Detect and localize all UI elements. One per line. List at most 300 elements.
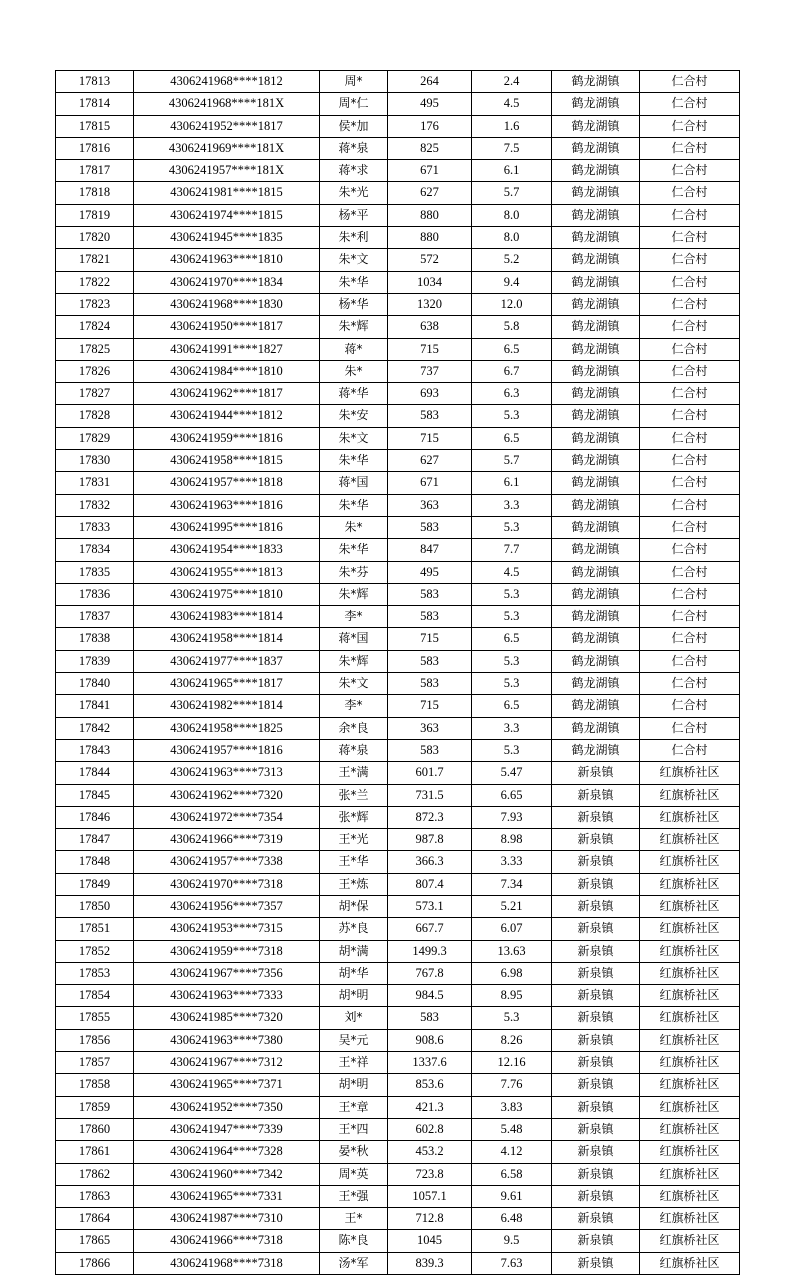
- cell-seq: 17832: [56, 494, 134, 516]
- cell-id-number: 4306241965****7331: [134, 1185, 320, 1207]
- cell-amount: 712.8: [388, 1208, 472, 1230]
- cell-rate: 6.3: [472, 383, 552, 405]
- cell-seq: 17834: [56, 539, 134, 561]
- table-row: [56, 628, 740, 650]
- cell-town: 鹤龙湖镇: [552, 516, 640, 538]
- cell-rate: 5.3: [472, 1007, 552, 1029]
- cell-village: 红旗桥社区: [640, 1163, 740, 1185]
- table-row: [56, 383, 740, 405]
- cell-amount: 573.1: [388, 895, 472, 917]
- cell-village: 仁合村: [640, 739, 740, 761]
- cell-id-number: 4306241955****1813: [134, 561, 320, 583]
- cell-town: 鹤龙湖镇: [552, 650, 640, 672]
- cell-seq: 17822: [56, 271, 134, 293]
- cell-seq: 17829: [56, 427, 134, 449]
- cell-id-number: 4306241974****1815: [134, 204, 320, 226]
- cell-amount: 366.3: [388, 851, 472, 873]
- cell-rate: 8.95: [472, 985, 552, 1007]
- cell-rate: 9.4: [472, 271, 552, 293]
- cell-name: 蒋*泉: [320, 137, 388, 159]
- cell-name: 胡*华: [320, 962, 388, 984]
- cell-amount: 583: [388, 606, 472, 628]
- cell-rate: 6.58: [472, 1163, 552, 1185]
- table-row: [56, 851, 740, 873]
- cell-seq: 17846: [56, 806, 134, 828]
- cell-id-number: 4306241958****1814: [134, 628, 320, 650]
- cell-rate: 5.21: [472, 895, 552, 917]
- cell-name: 蒋*国: [320, 628, 388, 650]
- cell-rate: 5.7: [472, 450, 552, 472]
- cell-id-number: 4306241964****7328: [134, 1141, 320, 1163]
- cell-town: 鹤龙湖镇: [552, 494, 640, 516]
- cell-seq: 17845: [56, 784, 134, 806]
- cell-village: 红旗桥社区: [640, 962, 740, 984]
- cell-name: 朱*文: [320, 673, 388, 695]
- cell-seq: 17853: [56, 962, 134, 984]
- cell-amount: 737: [388, 360, 472, 382]
- cell-seq: 17862: [56, 1163, 134, 1185]
- cell-village: 仁合村: [640, 494, 740, 516]
- cell-town: 新泉镇: [552, 1096, 640, 1118]
- table-row: [56, 450, 740, 472]
- cell-name: 朱*安: [320, 405, 388, 427]
- cell-village: 红旗桥社区: [640, 1230, 740, 1252]
- cell-town: 新泉镇: [552, 851, 640, 873]
- cell-amount: 839.3: [388, 1252, 472, 1274]
- table-row: [56, 338, 740, 360]
- cell-town: 鹤龙湖镇: [552, 115, 640, 137]
- cell-town: 鹤龙湖镇: [552, 316, 640, 338]
- cell-town: 鹤龙湖镇: [552, 204, 640, 226]
- cell-amount: 731.5: [388, 784, 472, 806]
- cell-amount: 715: [388, 628, 472, 650]
- cell-seq: 17838: [56, 628, 134, 650]
- cell-name: 王*满: [320, 762, 388, 784]
- cell-rate: 6.1: [472, 160, 552, 182]
- cell-name: 朱*辉: [320, 316, 388, 338]
- cell-village: 红旗桥社区: [640, 806, 740, 828]
- cell-town: 鹤龙湖镇: [552, 673, 640, 695]
- cell-name: 杨*华: [320, 293, 388, 315]
- table-row: [56, 1007, 740, 1029]
- cell-name: 蒋*泉: [320, 739, 388, 761]
- cell-amount: 1045: [388, 1230, 472, 1252]
- table-row: [56, 1185, 740, 1207]
- cell-name: 朱*利: [320, 227, 388, 249]
- cell-seq: 17840: [56, 673, 134, 695]
- cell-village: 仁合村: [640, 360, 740, 382]
- cell-name: 蒋*: [320, 338, 388, 360]
- cell-name: 王*光: [320, 829, 388, 851]
- cell-village: 仁合村: [640, 338, 740, 360]
- cell-rate: 5.3: [472, 739, 552, 761]
- cell-amount: 453.2: [388, 1141, 472, 1163]
- cell-seq: 17855: [56, 1007, 134, 1029]
- cell-town: 鹤龙湖镇: [552, 695, 640, 717]
- cell-seq: 17851: [56, 918, 134, 940]
- cell-id-number: 4306241945****1835: [134, 227, 320, 249]
- cell-name: 王*炼: [320, 873, 388, 895]
- cell-amount: 583: [388, 673, 472, 695]
- cell-seq: 17847: [56, 829, 134, 851]
- cell-town: 新泉镇: [552, 1118, 640, 1140]
- cell-rate: 5.3: [472, 650, 552, 672]
- cell-id-number: 4306241966****7318: [134, 1230, 320, 1252]
- cell-village: 仁合村: [640, 717, 740, 739]
- cell-rate: 5.47: [472, 762, 552, 784]
- table-row: [56, 1074, 740, 1096]
- cell-town: 鹤龙湖镇: [552, 182, 640, 204]
- cell-seq: 17833: [56, 516, 134, 538]
- cell-village: 仁合村: [640, 383, 740, 405]
- cell-village: 红旗桥社区: [640, 1029, 740, 1051]
- cell-rate: 6.5: [472, 427, 552, 449]
- table-row: [56, 784, 740, 806]
- cell-name: 朱*: [320, 360, 388, 382]
- table-row: [56, 1029, 740, 1051]
- cell-rate: 13.63: [472, 940, 552, 962]
- cell-amount: 421.3: [388, 1096, 472, 1118]
- table-row: [56, 160, 740, 182]
- cell-village: 仁合村: [640, 539, 740, 561]
- cell-town: 新泉镇: [552, 1007, 640, 1029]
- cell-village: 仁合村: [640, 695, 740, 717]
- cell-amount: 583: [388, 1007, 472, 1029]
- cell-amount: 495: [388, 93, 472, 115]
- cell-town: 新泉镇: [552, 762, 640, 784]
- cell-id-number: 4306241970****7318: [134, 873, 320, 895]
- cell-name: 朱*华: [320, 271, 388, 293]
- table-row: [56, 316, 740, 338]
- cell-id-number: 4306241995****1816: [134, 516, 320, 538]
- cell-village: 仁合村: [640, 137, 740, 159]
- cell-seq: 17844: [56, 762, 134, 784]
- table-row: [56, 873, 740, 895]
- cell-seq: 17837: [56, 606, 134, 628]
- cell-name: 吴*元: [320, 1029, 388, 1051]
- cell-amount: 1337.6: [388, 1052, 472, 1074]
- cell-seq: 17826: [56, 360, 134, 382]
- cell-amount: 825: [388, 137, 472, 159]
- cell-id-number: 4306241965****7371: [134, 1074, 320, 1096]
- cell-town: 鹤龙湖镇: [552, 383, 640, 405]
- cell-rate: 6.07: [472, 918, 552, 940]
- cell-amount: 987.8: [388, 829, 472, 851]
- cell-rate: 5.3: [472, 673, 552, 695]
- cell-rate: 5.3: [472, 516, 552, 538]
- cell-name: 胡*明: [320, 1074, 388, 1096]
- cell-id-number: 4306241977****1837: [134, 650, 320, 672]
- table-row: [56, 829, 740, 851]
- cell-seq: 17835: [56, 561, 134, 583]
- table-row: [56, 115, 740, 137]
- cell-town: 鹤龙湖镇: [552, 227, 640, 249]
- cell-town: 鹤龙湖镇: [552, 293, 640, 315]
- cell-seq: 17813: [56, 71, 134, 93]
- table-row: [56, 1230, 740, 1252]
- cell-name: 朱*文: [320, 249, 388, 271]
- cell-id-number: 4306241967****7312: [134, 1052, 320, 1074]
- cell-rate: 3.83: [472, 1096, 552, 1118]
- cell-name: 朱*文: [320, 427, 388, 449]
- cell-rate: 6.1: [472, 472, 552, 494]
- cell-village: 仁合村: [640, 249, 740, 271]
- cell-town: 鹤龙湖镇: [552, 717, 640, 739]
- cell-name: 周*: [320, 71, 388, 93]
- cell-town: 新泉镇: [552, 829, 640, 851]
- cell-id-number: 4306241957****1816: [134, 739, 320, 761]
- cell-rate: 6.98: [472, 962, 552, 984]
- cell-town: 鹤龙湖镇: [552, 137, 640, 159]
- cell-id-number: 4306241968****1830: [134, 293, 320, 315]
- cell-name: 王*祥: [320, 1052, 388, 1074]
- cell-seq: 17860: [56, 1118, 134, 1140]
- cell-id-number: 4306241975****1810: [134, 583, 320, 605]
- cell-town: 新泉镇: [552, 873, 640, 895]
- cell-id-number: 4306241966****7319: [134, 829, 320, 851]
- cell-name: 余*良: [320, 717, 388, 739]
- cell-town: 新泉镇: [552, 1208, 640, 1230]
- table-row: [56, 739, 740, 761]
- cell-id-number: 4306241965****1817: [134, 673, 320, 695]
- cell-name: 王*四: [320, 1118, 388, 1140]
- cell-seq: 17839: [56, 650, 134, 672]
- cell-seq: 17841: [56, 695, 134, 717]
- cell-town: 鹤龙湖镇: [552, 739, 640, 761]
- cell-amount: 602.8: [388, 1118, 472, 1140]
- cell-name: 周*仁: [320, 93, 388, 115]
- table-row: [56, 1252, 740, 1274]
- cell-amount: 1320: [388, 293, 472, 315]
- cell-rate: 6.5: [472, 338, 552, 360]
- cell-town: 鹤龙湖镇: [552, 271, 640, 293]
- cell-seq: 17857: [56, 1052, 134, 1074]
- cell-id-number: 4306241963****7313: [134, 762, 320, 784]
- cell-rate: 4.12: [472, 1141, 552, 1163]
- cell-id-number: 4306241957****7338: [134, 851, 320, 873]
- cell-town: 新泉镇: [552, 985, 640, 1007]
- cell-seq: 17854: [56, 985, 134, 1007]
- cell-amount: 984.5: [388, 985, 472, 1007]
- cell-id-number: 4306241968****7318: [134, 1252, 320, 1274]
- table-row: [56, 360, 740, 382]
- cell-name: 王*华: [320, 851, 388, 873]
- table-row: [56, 182, 740, 204]
- cell-town: 新泉镇: [552, 962, 640, 984]
- cell-town: 鹤龙湖镇: [552, 71, 640, 93]
- cell-town: 鹤龙湖镇: [552, 561, 640, 583]
- cell-rate: 3.33: [472, 851, 552, 873]
- cell-town: 新泉镇: [552, 1230, 640, 1252]
- cell-seq: 17861: [56, 1141, 134, 1163]
- cell-town: 鹤龙湖镇: [552, 249, 640, 271]
- cell-rate: 7.63: [472, 1252, 552, 1274]
- cell-amount: 767.8: [388, 962, 472, 984]
- cell-name: 胡*满: [320, 940, 388, 962]
- cell-village: 红旗桥社区: [640, 940, 740, 962]
- cell-village: 红旗桥社区: [640, 918, 740, 940]
- cell-town: 新泉镇: [552, 1163, 640, 1185]
- cell-seq: 17830: [56, 450, 134, 472]
- cell-name: 朱*华: [320, 450, 388, 472]
- cell-rate: 5.3: [472, 405, 552, 427]
- cell-rate: 3.3: [472, 717, 552, 739]
- cell-id-number: 4306241968****181X: [134, 93, 320, 115]
- cell-rate: 1.6: [472, 115, 552, 137]
- cell-rate: 4.5: [472, 561, 552, 583]
- cell-id-number: 4306241957****1818: [134, 472, 320, 494]
- cell-id-number: 4306241953****7315: [134, 918, 320, 940]
- cell-village: 红旗桥社区: [640, 985, 740, 1007]
- table-row: [56, 1052, 740, 1074]
- cell-name: 胡*保: [320, 895, 388, 917]
- cell-village: 红旗桥社区: [640, 1052, 740, 1074]
- cell-village: 仁合村: [640, 606, 740, 628]
- cell-village: 红旗桥社区: [640, 1252, 740, 1274]
- cell-name: 蒋*国: [320, 472, 388, 494]
- cell-amount: 723.8: [388, 1163, 472, 1185]
- cell-name: 陈*良: [320, 1230, 388, 1252]
- cell-amount: 583: [388, 650, 472, 672]
- cell-seq: 17842: [56, 717, 134, 739]
- table-row: [56, 227, 740, 249]
- cell-town: 新泉镇: [552, 806, 640, 828]
- table-row: [56, 405, 740, 427]
- table-row: [56, 561, 740, 583]
- cell-village: 红旗桥社区: [640, 762, 740, 784]
- cell-rate: 12.16: [472, 1052, 552, 1074]
- cell-village: 红旗桥社区: [640, 829, 740, 851]
- cell-amount: 627: [388, 450, 472, 472]
- cell-rate: 8.0: [472, 204, 552, 226]
- cell-seq: 17843: [56, 739, 134, 761]
- cell-id-number: 4306241958****1825: [134, 717, 320, 739]
- cell-village: 仁合村: [640, 427, 740, 449]
- cell-seq: 17864: [56, 1208, 134, 1230]
- cell-amount: 671: [388, 160, 472, 182]
- cell-rate: 7.5: [472, 137, 552, 159]
- cell-town: 新泉镇: [552, 918, 640, 940]
- cell-village: 仁合村: [640, 472, 740, 494]
- cell-id-number: 4306241984****1810: [134, 360, 320, 382]
- cell-rate: 4.5: [472, 93, 552, 115]
- cell-village: 仁合村: [640, 204, 740, 226]
- table-row: [56, 606, 740, 628]
- cell-id-number: 4306241960****7342: [134, 1163, 320, 1185]
- cell-name: 朱*芬: [320, 561, 388, 583]
- cell-id-number: 4306241959****1816: [134, 427, 320, 449]
- cell-town: 鹤龙湖镇: [552, 583, 640, 605]
- cell-name: 蒋*华: [320, 383, 388, 405]
- cell-amount: 1057.1: [388, 1185, 472, 1207]
- table-row: [56, 1096, 740, 1118]
- cell-name: 杨*平: [320, 204, 388, 226]
- cell-rate: 7.93: [472, 806, 552, 828]
- cell-village: 红旗桥社区: [640, 1185, 740, 1207]
- cell-name: 晏*秋: [320, 1141, 388, 1163]
- cell-rate: 5.8: [472, 316, 552, 338]
- cell-name: 王*强: [320, 1185, 388, 1207]
- table-row: [56, 539, 740, 561]
- cell-town: 鹤龙湖镇: [552, 160, 640, 182]
- cell-amount: 715: [388, 695, 472, 717]
- cell-seq: 17850: [56, 895, 134, 917]
- cell-seq: 17866: [56, 1252, 134, 1274]
- cell-id-number: 4306241962****1817: [134, 383, 320, 405]
- cell-village: 仁合村: [640, 93, 740, 115]
- cell-id-number: 4306241963****7380: [134, 1029, 320, 1051]
- cell-amount: 495: [388, 561, 472, 583]
- table-row: [56, 962, 740, 984]
- cell-id-number: 4306241947****7339: [134, 1118, 320, 1140]
- table-row: [56, 271, 740, 293]
- cell-rate: 8.0: [472, 227, 552, 249]
- cell-village: 仁合村: [640, 316, 740, 338]
- cell-village: 红旗桥社区: [640, 1208, 740, 1230]
- cell-town: 新泉镇: [552, 784, 640, 806]
- cell-rate: 3.3: [472, 494, 552, 516]
- cell-amount: 667.7: [388, 918, 472, 940]
- cell-seq: 17863: [56, 1185, 134, 1207]
- cell-rate: 8.98: [472, 829, 552, 851]
- table-row: [56, 985, 740, 1007]
- cell-id-number: 4306241963****7333: [134, 985, 320, 1007]
- cell-rate: 6.5: [472, 628, 552, 650]
- cell-seq: 17823: [56, 293, 134, 315]
- cell-village: 红旗桥社区: [640, 873, 740, 895]
- cell-name: 刘*: [320, 1007, 388, 1029]
- cell-id-number: 4306241970****1834: [134, 271, 320, 293]
- cell-village: 仁合村: [640, 71, 740, 93]
- cell-town: 鹤龙湖镇: [552, 606, 640, 628]
- cell-amount: 583: [388, 516, 472, 538]
- cell-seq: 17836: [56, 583, 134, 605]
- cell-id-number: 4306241963****1810: [134, 249, 320, 271]
- cell-seq: 17856: [56, 1029, 134, 1051]
- table-row: [56, 806, 740, 828]
- cell-village: 仁合村: [640, 450, 740, 472]
- cell-id-number: 4306241950****1817: [134, 316, 320, 338]
- cell-village: 仁合村: [640, 293, 740, 315]
- cell-name: 朱*辉: [320, 583, 388, 605]
- table-row: [56, 71, 740, 93]
- cell-amount: 601.7: [388, 762, 472, 784]
- cell-village: 红旗桥社区: [640, 1141, 740, 1163]
- cell-name: 侯*加: [320, 115, 388, 137]
- cell-id-number: 4306241963****1816: [134, 494, 320, 516]
- cell-amount: 880: [388, 204, 472, 226]
- cell-village: 红旗桥社区: [640, 1007, 740, 1029]
- cell-rate: 5.7: [472, 182, 552, 204]
- cell-rate: 6.48: [472, 1208, 552, 1230]
- table-row: [56, 249, 740, 271]
- cell-amount: 583: [388, 405, 472, 427]
- cell-id-number: 4306241944****1812: [134, 405, 320, 427]
- cell-seq: 17865: [56, 1230, 134, 1252]
- cell-rate: 9.5: [472, 1230, 552, 1252]
- cell-village: 仁合村: [640, 160, 740, 182]
- cell-seq: 17816: [56, 137, 134, 159]
- cell-id-number: 4306241958****1815: [134, 450, 320, 472]
- cell-amount: 583: [388, 739, 472, 761]
- cell-seq: 17858: [56, 1074, 134, 1096]
- cell-id-number: 4306241952****7350: [134, 1096, 320, 1118]
- table-row: [56, 762, 740, 784]
- cell-town: 新泉镇: [552, 1052, 640, 1074]
- cell-amount: 363: [388, 717, 472, 739]
- table-row: [56, 1141, 740, 1163]
- cell-seq: 17817: [56, 160, 134, 182]
